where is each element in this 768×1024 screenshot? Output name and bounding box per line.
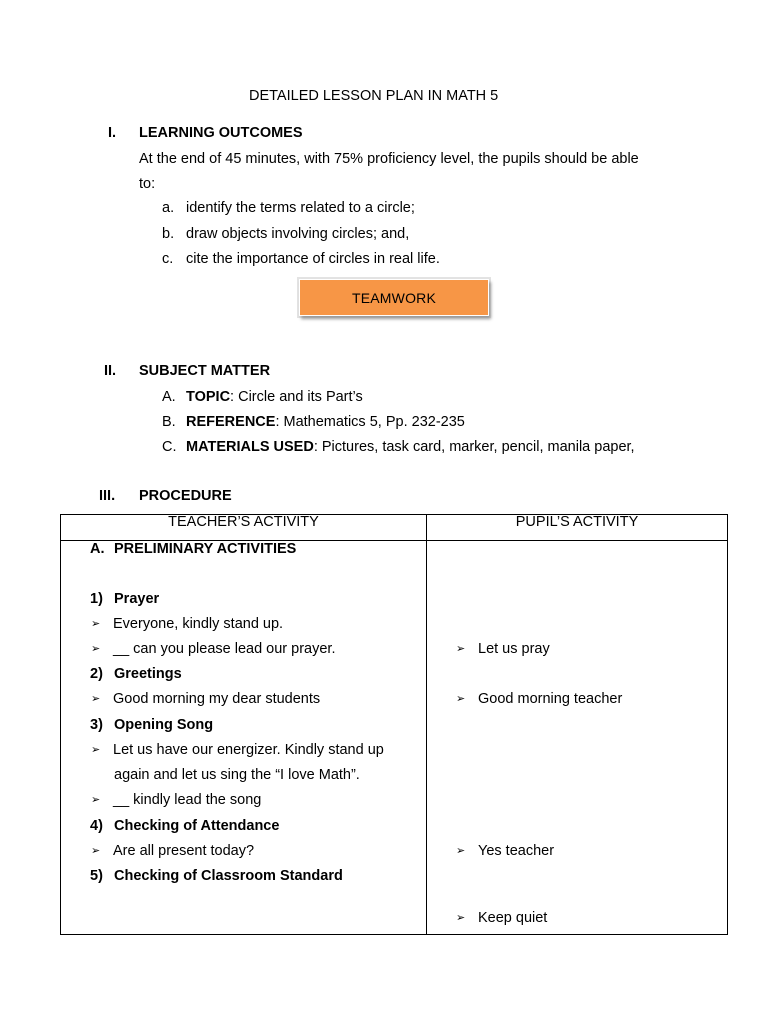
subject-item-reference	[186, 414, 465, 430]
subject-label: REFERENCE	[186, 414, 276, 430]
outcome-text: identify the terms related to a circle;	[186, 200, 415, 216]
subject-label: TOPIC	[186, 389, 231, 405]
subject-letter: C.	[162, 439, 177, 455]
arrow-bullet-icon: ➢	[91, 794, 101, 806]
teacher-line: ➢ __ can you please lead our prayer.	[91, 641, 336, 657]
teacher-line: ➢ Let us have our energizer. Kindly stand up	[91, 742, 384, 758]
arrow-bullet-icon: ➢	[456, 643, 466, 655]
teacher-line: ➢ Good morning my dear students	[91, 691, 321, 707]
subject-item-topic	[186, 389, 363, 405]
pupil-activity-header: PUPIL’S ACTIVITY	[515, 514, 639, 530]
step-classroom-standard: Checking of Classroom Standard	[114, 868, 343, 884]
subject-value: : Pictures, task card, marker, pencil, manila paper,	[313, 439, 635, 455]
preliminary-activities-heading: PRELIMINARY ACTIVITIES	[114, 541, 297, 557]
teacher-line: ➢ Are all present today?	[91, 843, 255, 859]
subject-item-materials	[186, 439, 635, 455]
outcomes-intro-line-1: At the end of 45 minutes, with 75% proficiency level, the pupils should be able	[139, 151, 639, 167]
step-greetings: Greetings	[114, 666, 182, 682]
outcome-letter: b.	[162, 226, 175, 242]
teamwork-badge	[299, 279, 489, 316]
teacher-activity-header: TEACHER’S ACTIVITY	[168, 514, 319, 530]
arrow-bullet-icon: ➢	[91, 744, 101, 756]
step-prayer: Prayer	[114, 591, 160, 607]
subject-letter: B.	[162, 414, 176, 430]
subject-letter: A.	[162, 389, 176, 405]
arrow-bullet-icon: ➢	[456, 912, 466, 924]
column-divider	[426, 515, 427, 934]
section-3-numeral: III.	[99, 488, 116, 504]
section-3-heading: PROCEDURE	[139, 488, 232, 504]
step-number: 2)	[90, 666, 103, 682]
arrow-bullet-icon: ➢	[91, 693, 101, 705]
outcome-letter: c.	[162, 251, 174, 267]
teacher-line-continued: again and let us sing the “I love Math”.	[114, 767, 360, 783]
outcome-text: cite the importance of circles in real life.	[186, 251, 440, 267]
page-title: DETAILED LESSON PLAN IN MATH 5	[249, 88, 499, 104]
part-letter: A.	[90, 541, 105, 557]
outcomes-intro-line-2: to:	[139, 176, 156, 192]
subject-value: : Circle and its Part’s	[230, 389, 363, 405]
step-opening-song: Opening Song	[114, 717, 214, 733]
pupil-line: ➢ Yes teacher	[456, 843, 555, 859]
section-2-numeral: II.	[104, 363, 117, 379]
pupil-line: ➢ Good morning teacher	[456, 691, 623, 707]
outcome-text: draw objects involving circles; and,	[186, 226, 410, 242]
step-attendance: Checking of Attendance	[114, 818, 280, 834]
subject-value: : Mathematics 5, Pp. 232-235	[275, 414, 465, 430]
teamwork-badge-label: TEAMWORK	[351, 289, 437, 306]
arrow-bullet-icon: ➢	[456, 845, 466, 857]
section-1-numeral: I.	[108, 125, 117, 141]
teacher-line: ➢ Everyone, kindly stand up.	[91, 616, 284, 632]
pupil-line: ➢ Keep quiet	[456, 910, 548, 926]
arrow-bullet-icon: ➢	[91, 618, 101, 630]
pupil-line: ➢ Let us pray	[456, 641, 550, 657]
arrow-bullet-icon: ➢	[91, 845, 101, 857]
arrow-bullet-icon: ➢	[456, 693, 466, 705]
step-number: 5)	[90, 868, 103, 884]
section-2-heading: SUBJECT MATTER	[139, 363, 271, 379]
step-number: 1)	[90, 591, 103, 607]
step-number: 3)	[90, 717, 103, 733]
outcome-letter: a.	[162, 200, 175, 216]
step-number: 4)	[90, 818, 103, 834]
teacher-line: ➢ __ kindly lead the song	[91, 792, 262, 808]
arrow-bullet-icon: ➢	[91, 643, 101, 655]
section-1-heading: LEARNING OUTCOMES	[139, 125, 303, 141]
subject-label: MATERIALS USED	[186, 439, 314, 455]
